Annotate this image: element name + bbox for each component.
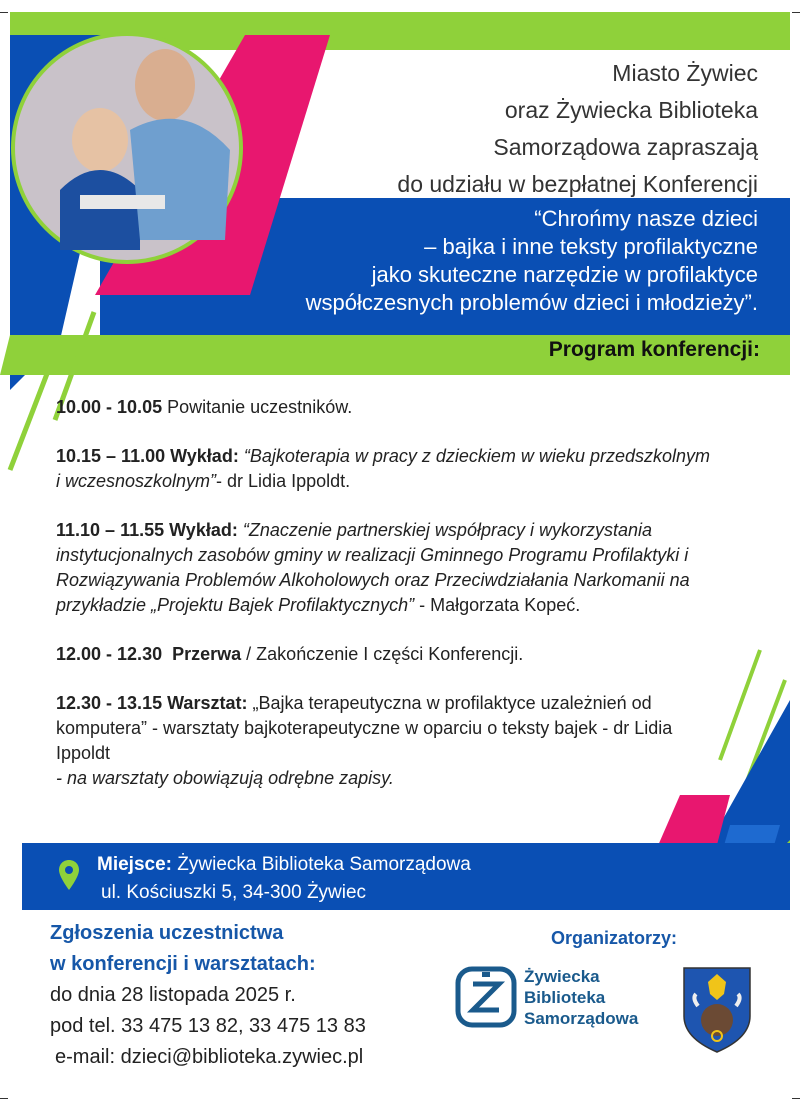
program-item bbox=[56, 642, 716, 667]
program-item bbox=[56, 395, 716, 420]
venue-bar bbox=[22, 843, 790, 910]
venue-label: Miejsce: bbox=[97, 854, 172, 875]
title-line: jako skuteczne narzędzie w profilaktyce bbox=[371, 262, 758, 287]
item-text: Powitanie uczestników. bbox=[167, 397, 353, 417]
header-line: do udziału w bezpłatnej Konferencji bbox=[397, 171, 758, 197]
item-time: 12.30 - 13.15 bbox=[56, 693, 163, 713]
item-time: 10.00 - 10.05 bbox=[56, 397, 163, 417]
venue-address: ul. Kościuszki 5, 34-300 Żywiec bbox=[101, 882, 367, 903]
item-speaker: - dr Lidia Ippoldt. bbox=[216, 471, 351, 491]
logo-line: Żywiecka bbox=[524, 967, 600, 986]
header-line: oraz Żywiecka Biblioteka bbox=[504, 97, 758, 123]
map-pin-icon bbox=[58, 859, 80, 891]
registration-heading: Zgłoszenia uczestnictwa bbox=[50, 922, 284, 944]
program-item bbox=[56, 444, 716, 494]
program-item bbox=[56, 518, 716, 618]
registration-deadline: do dnia 28 listopada 2025 r. bbox=[50, 984, 296, 1006]
library-logo-text bbox=[524, 966, 638, 1029]
header-line: Miasto Żywiec bbox=[612, 60, 758, 86]
item-note: - na warsztaty obowiązują odrębne zapisy. bbox=[56, 768, 394, 788]
item-label: Warsztat: bbox=[167, 693, 248, 713]
item-label: Przerwa bbox=[172, 644, 242, 664]
library-logo-icon bbox=[455, 966, 517, 1028]
invitation-header bbox=[397, 55, 758, 203]
item-label: Wykład: bbox=[169, 520, 238, 540]
logo-line: Samorządowa bbox=[524, 1009, 639, 1028]
item-time: 10.15 – 11.00 bbox=[56, 446, 166, 466]
registration-heading: w konferencji i warsztatach: bbox=[50, 953, 316, 975]
venue-name: Żywiecka Biblioteka Samorządowa bbox=[177, 854, 471, 875]
conference-title bbox=[306, 205, 758, 317]
title-line: “Chrońmy nasze dzieci bbox=[534, 206, 758, 231]
item-time: 12.00 - 12.30 bbox=[56, 644, 163, 664]
item-label: Wykład: bbox=[170, 446, 239, 466]
program-list bbox=[56, 395, 716, 815]
header-line: Samorządowa zapraszają bbox=[493, 134, 758, 160]
email-link[interactable]: dzieci@biblioteka.zywiec.pl bbox=[120, 1046, 364, 1068]
item-time: 11.10 – 11.55 bbox=[56, 520, 165, 540]
city-coat-of-arms-icon bbox=[682, 966, 752, 1054]
item-text: „Bajka terapeutyczna w profilaktyce uzależnień od komputera” - warsztaty bajkoterapeutyczne w oparciu o teksty bajek - dr Lidia Ippoldt bbox=[56, 693, 673, 763]
registration-phone: pod tel. 33 475 13 82, 33 475 13 83 bbox=[50, 1015, 366, 1037]
registration-info bbox=[50, 918, 366, 1073]
item-text: / Zakończenie I części Konferencji. bbox=[246, 644, 524, 664]
item-text: “Znaczenie partnerskiej współpracy i wykorzystania instytucjonalnych zasobów gminy w realizacji Gminnego Programu Profilaktyki i Rozwiązywania Problemów Alkoholowych oraz Przeciwdziałania Narkomanii na przykładzie „Projektu Bajek Profilaktycznych” bbox=[56, 520, 690, 615]
title-line: współczesnych problemów dzieci i młodzieży”. bbox=[305, 290, 758, 315]
item-speaker: - Małgorzata Kopeć. bbox=[419, 595, 581, 615]
title-line: – bajka i inne teksty profilaktyczne bbox=[424, 234, 758, 259]
organizers-heading: Organizatorzy: bbox=[551, 928, 678, 948]
program-heading: Program konferencji: bbox=[548, 338, 760, 361]
program-item bbox=[56, 691, 676, 791]
email-label: e-mail: bbox=[55, 1046, 116, 1068]
item-text: “Bajkoterapia w pracy z dzieckiem w wieku przedszkolnym i wczesnoszkolnym” bbox=[56, 446, 710, 491]
logo-line: Biblioteka bbox=[524, 988, 606, 1007]
